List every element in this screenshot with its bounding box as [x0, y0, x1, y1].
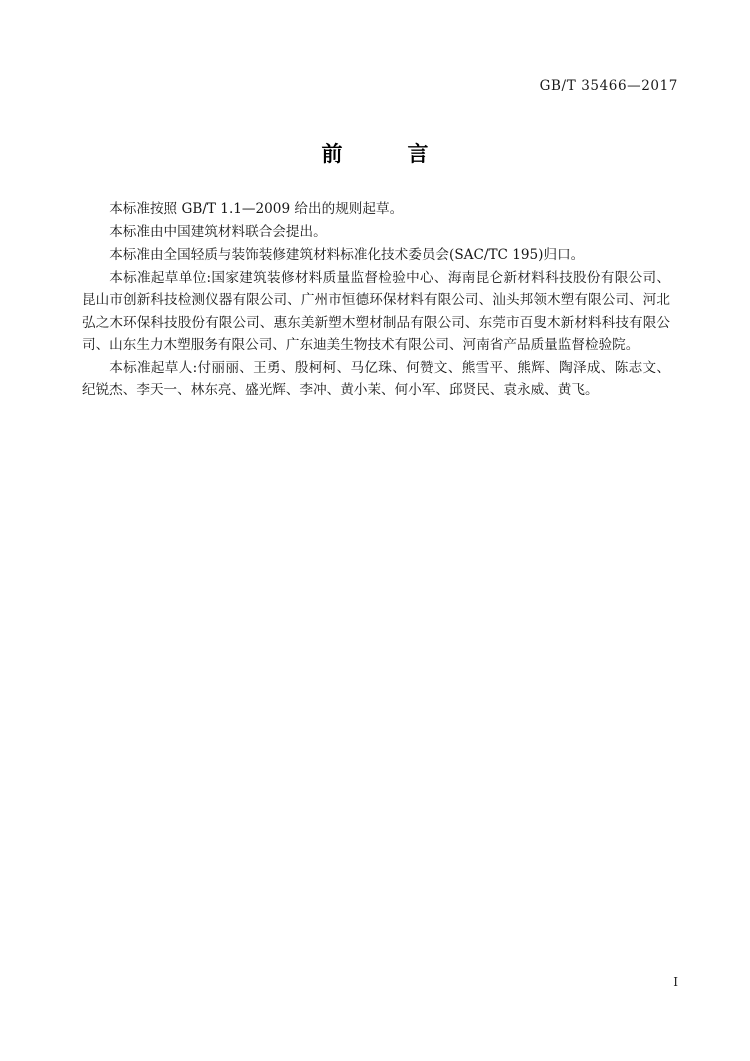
paragraph: 本标准起草单位:国家建筑装修材料质量监督检验中心、海南昆仑新材料科技股份有限公司、昆山市创新科技检测仪器有限公司、广州市恒德环保材料有限公司、汕头邦领木塑有限公司、河北弘之木环保科技股份有限公司、惠东美新塑木塑材制品有限公司、东莞市百叟木新材料科技有限公司、山东生力木塑服务有限公司、广东迪美生物技术有限公司、河南省产品质量监督检验院。 — [82, 269, 670, 353]
paragraph: 本标准起草人:付丽丽、王勇、殷柯柯、马亿珠、何赞文、熊雪平、熊辉、陶泽成、陈志文、纪锐杰、李天一、林东亮、盛光辉、李冲、黄小茉、何小军、邱贤民、袁永威、黄飞。 — [82, 359, 670, 399]
page-title: 前 言 — [321, 142, 451, 166]
paragraph: 本标准由全国轻质与装饰装修建筑材料标准化技术委员会(SAC/TC 195)归口。 — [109, 246, 585, 263]
foreword-body — [82, 198, 670, 402]
paragraph: 本标准按照 GB/T 1.1—2009 给出的规则起草。 — [109, 201, 404, 217]
paragraph: 本标准由中国建筑材料联合会提出。 — [109, 223, 327, 240]
page-number: Ⅰ — [673, 975, 678, 989]
standard-number-header: GB/T 35466—2017 — [539, 78, 678, 94]
